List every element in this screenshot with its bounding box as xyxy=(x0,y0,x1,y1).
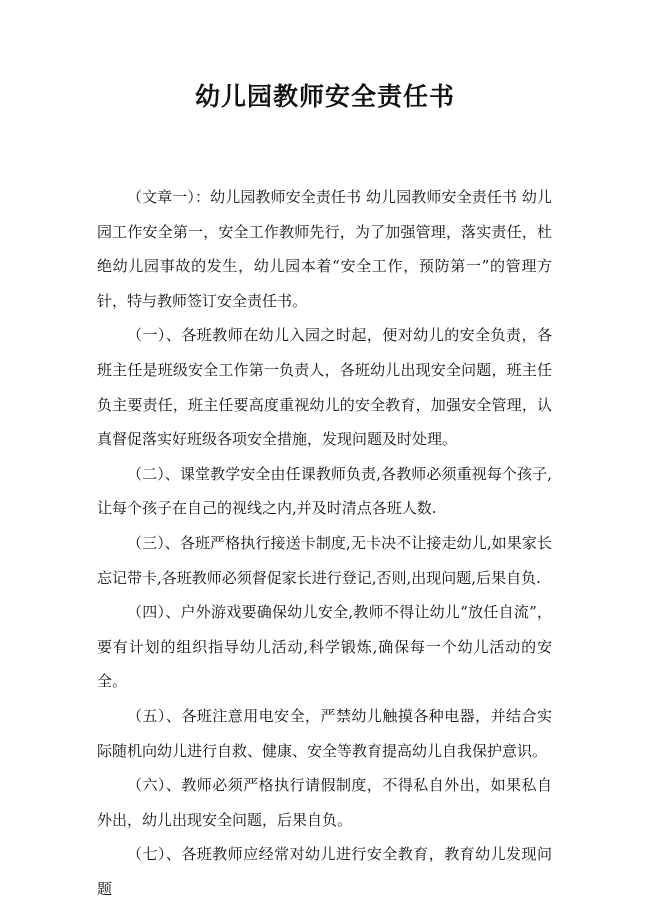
paragraph-item-4: （四）、户外游戏要确保幼儿安全,教师不得让幼儿“放任自流”，要有计划的组织指导幼儿活动,科学锻炼,确保每一个幼儿活动的安全。 xyxy=(97,603,552,691)
paragraph-item-3: （三）、各班严格执行接送卡制度,无卡决不让接走幼儿,如果家长忘记带卡,各班教师必须督促家长进行登记,否则,出现问题,后果自负. xyxy=(97,533,552,587)
paragraph-item-2: （二）、课堂教学安全由任课教师负责,各教师必须重视每个孩子,让每个孩子在自己的视线之内,并及时清点各班人数. xyxy=(97,464,552,518)
paragraph-item-1: （一）、各班教师在幼儿入园之时起，便对幼儿的安全负责，各班主任是班级安全工作第一负责人，各班幼儿出现安全问题，班主任负主要责任，班主任要高度重视幼儿的安全教育，加强安全管理，认真督促落实好班级各项安全措施，发现问题及时处理。 xyxy=(97,326,552,449)
paragraph-item-5: （五）、各班注意用电安全，严禁幼儿触摸各种电器，并结合实际随机向幼儿进行自救、健康、安全等教育提高幼儿自我保护意识。 xyxy=(97,706,552,760)
paragraph-item-7: （七）、各班教师应经常对幼儿进行安全教育，教育幼儿发现问题 xyxy=(97,845,552,898)
document-title: 幼儿园教师安全责任书 xyxy=(194,82,455,111)
paragraph-item-6: （六）、教师必须严格执行请假制度，不得私自外出，如果私自外出，幼儿出现安全问题，后果自负。 xyxy=(97,776,552,829)
paragraph-intro: （文章一）：幼儿园教师安全责任书 幼儿园教师安全责任书 幼儿园工作安全第一，安全工作教师先行，为了加强管理，落实责任，杜绝幼儿园事故的发生，幼儿园本着“安全工作，预防第一”的管理方针，特与教师签订安全责任书。 xyxy=(97,188,552,310)
document-body xyxy=(97,180,552,906)
